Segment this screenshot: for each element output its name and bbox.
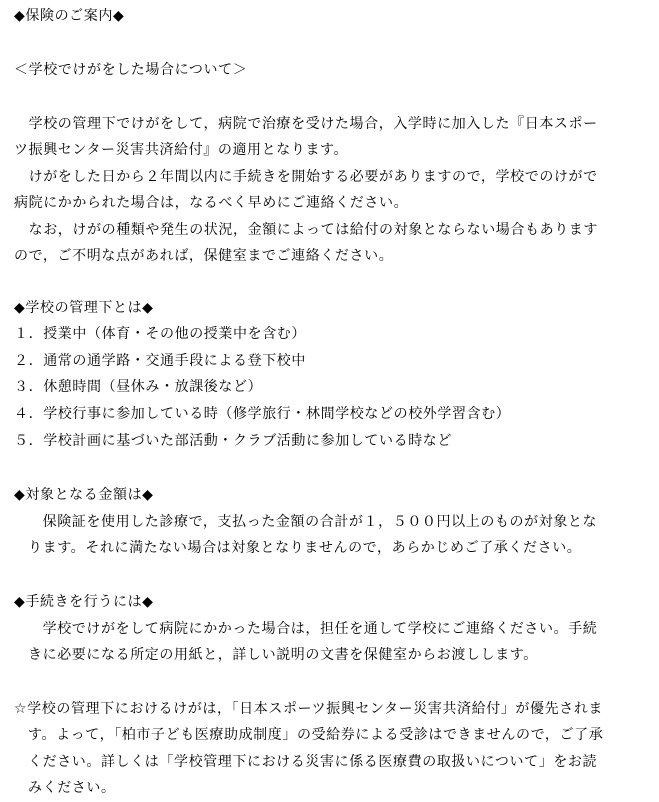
management-heading: ◆学校の管理下とは◆	[14, 300, 154, 316]
procedure-text-line: 学校でけがをして病院にかかった場合は，担任を通して学校にご連絡ください。手続	[28, 621, 598, 637]
management-list-item: ３．休憩時間（昼休み・放課後など）	[14, 379, 263, 395]
amount-heading: ◆対象となる金額は◆	[14, 487, 154, 503]
intro-paragraph-line: 学校の管理下でけがをして，病院で治療を受けた場合，入学時に加入した『日本スポー	[14, 116, 598, 132]
intro-subheading: ＜学校でけがをした場合について＞	[14, 62, 248, 78]
intro-paragraph-line: 病院にかかられた場合は，なるべく早めにご連絡ください。	[14, 195, 409, 211]
management-list-item: ４．学校行事に参加している時（修学旅行・林間学校などの校外学習含む）	[14, 406, 511, 422]
intro-paragraph-line: けがをした日から２年間以内に手続きを開始する必要がありますので，学校でのけがで	[14, 169, 598, 185]
page-title: ◆保険のご案内◆	[14, 8, 125, 24]
procedure-heading: ◆手続きを行うには◆	[14, 594, 154, 610]
management-list-item: ２．通常の通学路・交通手段による登下校中	[14, 353, 306, 369]
management-list-item: １．授業中（体育・その他の授業中を含む）	[14, 326, 306, 342]
intro-paragraph-line: ので，ご不明な点があれば，保健室までご連絡ください。	[14, 248, 394, 264]
amount-text-line: 保険証を使用した診療で，支払った金額の合計が１，５００円以上のものが対象とな	[28, 514, 598, 530]
management-list-item: ５．学校計画に基づいた部活動・クラブ活動に参加している時など	[14, 433, 452, 449]
note-text-line: す。よって，「柏市子ども医療助成制度」の受給券による受診はできませんので，ご了承	[28, 727, 604, 743]
note-text-line: みください。	[28, 780, 116, 796]
intro-paragraph-line: なお，けがの種類や発生の状況，金額によっては給付の対象とならない場合もあります	[14, 222, 598, 238]
note-text-line: ください。詳しくは「学校管理下における災害に係る医療費の取扱いについて」をお読	[28, 754, 598, 770]
note-text-line: ☆学校の管理下におけるけがは，「日本スポーツ振興センター災害共済給付」が優先されま	[14, 701, 604, 717]
amount-text-line: ります。それに満たない場合は対象となりませんので，あらかじめご了承ください。	[28, 540, 582, 556]
intro-paragraph-line: ツ振興センター災害共済給付』の適用となります。	[14, 142, 349, 158]
procedure-text-line: きに必要になる所定の用紙と，詳しい説明の文書を保健室からお渡しします。	[28, 647, 538, 663]
